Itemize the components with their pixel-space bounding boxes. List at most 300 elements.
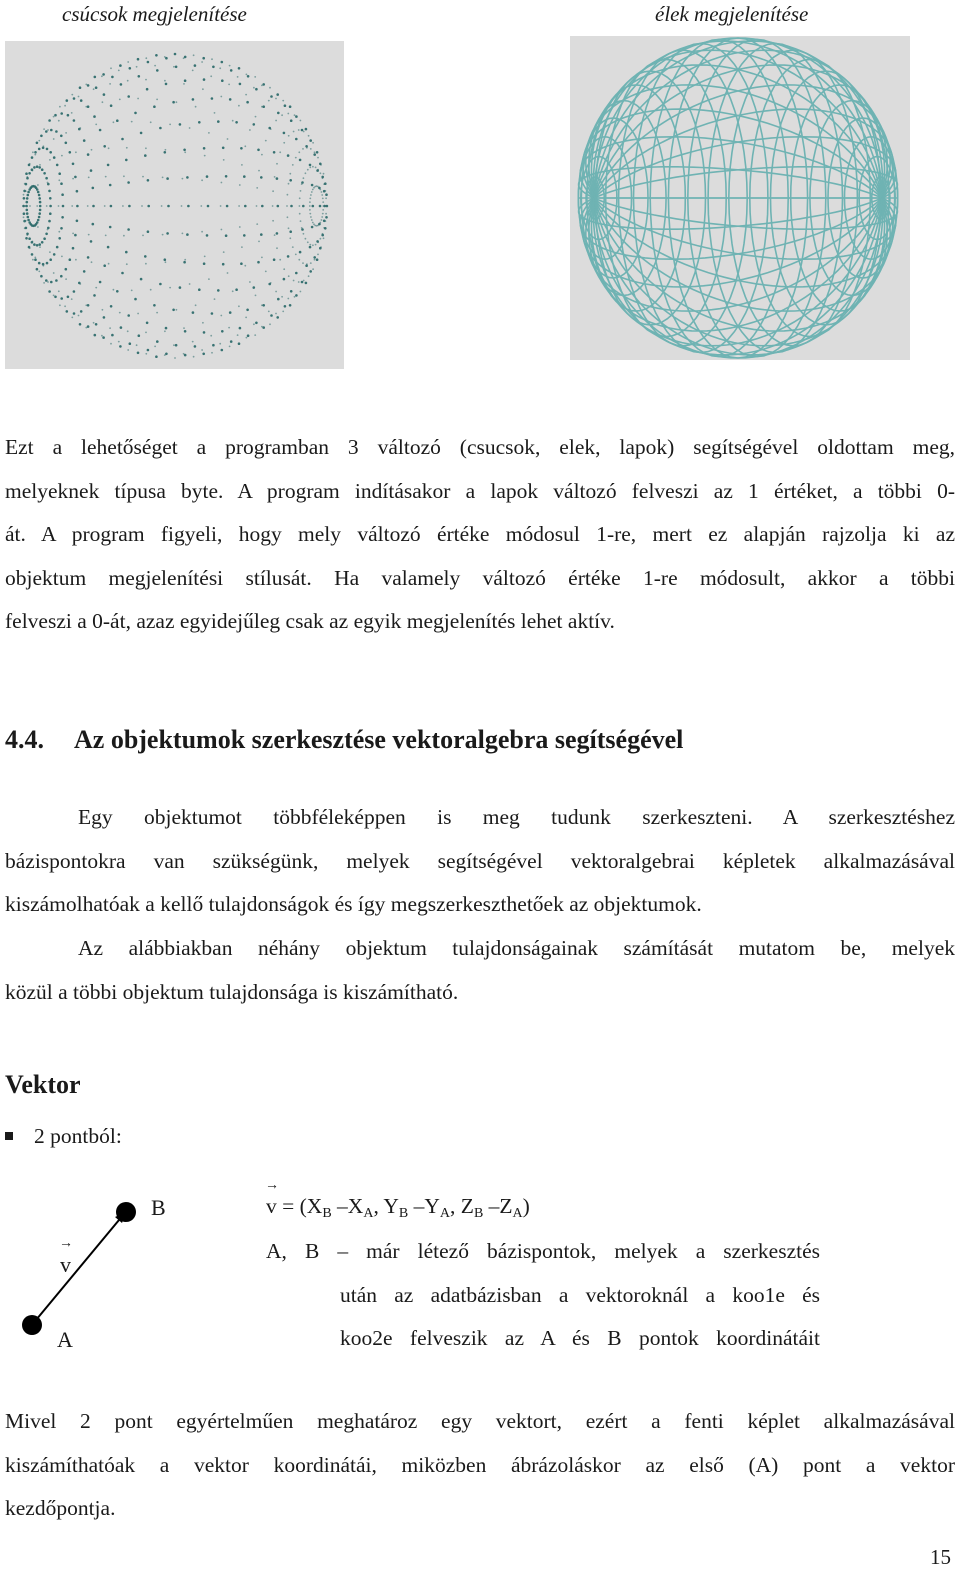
formula-sub: B: [398, 1206, 409, 1221]
sphere-vertex-dot: [276, 232, 279, 235]
sphere-vertex-dot: [131, 121, 133, 123]
sphere-vertex-dot: [45, 279, 48, 282]
sphere-vertex-dot: [287, 216, 289, 218]
sphere-vertex-dot: [41, 241, 44, 244]
sphere-vertex-dot: [289, 304, 292, 307]
sphere-vertex-dot: [240, 147, 243, 150]
sphere-vertex-dot: [283, 278, 286, 281]
sphere-vertex-dot: [46, 262, 49, 265]
sphere-vertex-dot: [272, 205, 274, 207]
sphere-vertex-dot: [184, 151, 186, 153]
sphere-vertex-dot: [232, 290, 234, 292]
sphere-vertex-dot: [125, 159, 128, 162]
sphere-vertex-dot: [87, 105, 90, 108]
sphere-vertex-dot: [325, 213, 327, 215]
sphere-vertex-dot: [298, 129, 300, 131]
sphere-vertex-dot: [26, 212, 29, 215]
sphere-vertex-dot: [61, 155, 63, 157]
sphere-vertex-dot: [277, 298, 280, 301]
sphere-vertex-dot: [309, 244, 311, 246]
formula-v: → v: [266, 1194, 277, 1219]
sphere-vertex-dot: [246, 309, 249, 312]
sphere-vertex-dot: [40, 135, 43, 138]
formula-part: , Y: [373, 1194, 399, 1218]
sphere-vertex-dot: [162, 234, 164, 236]
sphere-vertex-dot: [71, 205, 73, 207]
sphere-vertex-dot: [26, 233, 29, 236]
sphere-vertex-dot: [119, 64, 122, 67]
sphere-vertex-dot: [260, 233, 263, 236]
sphere-vertex-dot: [192, 311, 195, 314]
sphere-vertex-dot: [184, 330, 187, 333]
sphere-vertex-dot: [274, 176, 276, 178]
sphere-vertex-dot: [127, 80, 129, 82]
sphere-vertex-dot: [36, 268, 39, 271]
sphere-vertex-dot: [253, 123, 256, 126]
sphere-vertex-dot: [39, 209, 42, 212]
vertices-sphere-figure: [5, 41, 344, 369]
sphere-vertex-dot: [174, 53, 177, 56]
sphere-vertex-dot: [321, 176, 324, 179]
sphere-vertex-dot: [239, 327, 242, 330]
sphere-vertex-dot: [201, 61, 203, 63]
sphere-vertex-dot: [247, 75, 250, 78]
sphere-vertex-dot: [302, 148, 304, 150]
sphere-vertex-dot: [272, 190, 274, 192]
sphere-vertex-dot: [262, 83, 265, 86]
sphere-vertex-dot: [210, 335, 212, 337]
sphere-vertex-dot: [321, 194, 323, 196]
sphere-vertex-dot: [229, 346, 231, 348]
sphere-vertex-dot: [101, 75, 103, 77]
sphere-vertex-dot: [173, 344, 175, 346]
sphere-vertex-dot: [127, 314, 130, 317]
sphere-vertex-dot: [156, 69, 159, 72]
sphere-vertex-dot: [55, 279, 58, 282]
sphere-vertex-dot: [309, 167, 311, 169]
sphere-vertex-dot: [127, 95, 130, 98]
sphere-vertex-dot: [275, 313, 277, 315]
sphere-vertex-dot: [144, 154, 147, 157]
sphere-vertex-dot: [182, 233, 184, 235]
sphere-vertex-dot: [200, 205, 202, 207]
sphere-vertex-dot: [286, 205, 288, 207]
sphere-vertex-dot: [154, 65, 156, 67]
sphere-vertex-dot: [253, 87, 255, 89]
sphere-vertex-dot: [295, 272, 298, 275]
sphere-vertex-dot: [31, 168, 34, 171]
sphere-vertex-dot: [211, 352, 213, 354]
sphere-vertex-dot: [255, 116, 257, 118]
sphere-vertex-dot: [212, 66, 215, 69]
sphere-vertex-dot: [67, 114, 70, 117]
sphere-vertex-dot: [53, 156, 56, 159]
sphere-vertex-dot: [72, 233, 74, 235]
sphere-vertex-dot: [258, 241, 260, 243]
sphere-vertex-dot: [80, 99, 83, 102]
sphere-vertex-dot: [262, 326, 265, 329]
sphere-vertex-dot: [102, 336, 105, 339]
sphere-vertex-dot: [141, 205, 143, 207]
sphere-vertex-dot: [312, 205, 315, 208]
sphere-vertex-dot: [25, 205, 28, 208]
sphere-vertex-dot: [254, 76, 256, 78]
sphere-vertex-dot: [103, 316, 106, 319]
sphere-vertex-dot: [283, 268, 285, 270]
sphere-vertex-dot: [134, 112, 137, 115]
sphere-vertex-dot: [23, 197, 26, 200]
sphere-vertex-dot: [156, 312, 158, 314]
sphere-vertex-dot: [87, 84, 90, 87]
sphere-vertex-dot: [73, 119, 76, 122]
sphere-vertex-dot: [153, 304, 156, 307]
page-number: 15: [930, 1545, 951, 1569]
sphere-vertex-dot: [121, 138, 124, 141]
sphere-vertex-dot: [110, 305, 113, 308]
sphere-vertex-dot: [287, 154, 290, 157]
sphere-vertex-dot: [23, 190, 26, 193]
sphere-vertex-dot: [165, 83, 168, 86]
sphere-vertex-dot: [75, 151, 77, 153]
sphere-vertex-dot: [260, 176, 263, 179]
sphere-vertex-dot: [60, 182, 63, 185]
sphere-vertex-dot: [37, 184, 39, 186]
sphere-vertex-dot: [321, 191, 323, 193]
formula-sub: A: [363, 1206, 374, 1221]
section-number: 4.4.: [5, 725, 44, 754]
sphere-vertex-dot: [73, 312, 76, 315]
sphere-vertex-dot: [217, 289, 220, 292]
explanation-line: után az adatbázisban a vektoroknál a koo1e és: [340, 1282, 820, 1307]
sphere-vertex-dot: [244, 205, 247, 208]
sphere-vertex-dot: [59, 106, 61, 108]
sphere-wire-meridian: [594, 38, 882, 198]
sphere-vertex-dot: [33, 243, 36, 246]
sphere-vertex-dot: [65, 142, 68, 145]
sphere-vertex-dot: [74, 234, 77, 237]
sphere-vertex-dot: [146, 322, 149, 325]
sphere-vertex-dot: [26, 201, 29, 204]
sphere-vertex-dot: [268, 311, 270, 313]
sphere-vertex-dot: [43, 237, 46, 240]
sphere-vertex-dot: [95, 124, 97, 126]
sphere-vertex-dot: [202, 353, 205, 356]
sphere-vertex-dot: [322, 213, 324, 215]
sphere-vertex-dot: [27, 191, 30, 194]
sphere-vertex-dot: [184, 354, 187, 357]
sphere-vertex-dot: [307, 169, 309, 171]
sphere-vertex-dot: [309, 246, 312, 249]
intro-paragraph: [5, 426, 955, 644]
sphere-vertex-dot: [187, 205, 190, 208]
sphere-vertex-dot: [316, 240, 319, 243]
sphere-vertex-dot: [92, 187, 95, 190]
sphere-vertex-dot: [183, 83, 185, 85]
vector-v-label: [60, 1252, 71, 1278]
sphere-vertex-dot: [241, 246, 243, 248]
sphere-vertex-dot: [36, 142, 39, 145]
sphere-vertex-dot: [165, 353, 168, 356]
sphere-vertex-dot: [36, 221, 39, 224]
sphere-vertex-dot: [94, 334, 97, 337]
sphere-vertex-dot: [239, 83, 242, 86]
sphere-vertex-dot: [295, 254, 297, 256]
sphere-vertex-dot: [277, 112, 280, 115]
sphere-vertex-dot: [53, 253, 56, 256]
formula-sub: A: [512, 1206, 523, 1221]
sphere-vertex-dot: [198, 121, 201, 124]
sphere-vertex-dot: [42, 147, 45, 150]
sphere-vertex-dot: [72, 163, 75, 166]
sphere-vertex-dot: [156, 99, 158, 101]
sphere-vertex-dot: [113, 121, 115, 123]
sphere-vertex-dot: [245, 94, 247, 96]
sphere-vertex-dot: [23, 212, 26, 215]
sphere-vertex-dot: [25, 172, 28, 175]
sphere-vertex-dot: [290, 205, 293, 208]
sphere-vertex-dot: [99, 129, 102, 132]
sphere-vertex-dot: [175, 66, 178, 69]
sphere-vertex-dot: [136, 344, 138, 346]
sphere-vertex-dot: [103, 145, 106, 148]
sphere-vertex-dot: [247, 334, 250, 337]
paragraph-line: kezdőpontja.: [5, 1496, 116, 1520]
sphere-vertex-dot: [64, 105, 66, 107]
sphere-vertex-dot: [48, 220, 51, 223]
sphere-vertex-dot: [299, 213, 301, 215]
sphere-vertex-dot: [223, 251, 225, 253]
sphere-vertex-dot: [121, 272, 124, 275]
sphere-vertex-dot: [289, 230, 292, 233]
sphere-vertex-dot: [203, 331, 206, 334]
sphere-vertex-dot: [246, 101, 249, 104]
sphere-vertex-dot: [311, 191, 313, 193]
sphere-vertex-dot: [276, 93, 279, 96]
sphere-vertex-dot: [76, 190, 79, 193]
sphere-vertex-dot: [25, 227, 28, 230]
sphere-vertex-dot: [145, 147, 147, 149]
sphere-vertex-dot: [58, 179, 60, 181]
sphere-vertex-dot: [39, 246, 41, 248]
sphere-vertex-dot: [120, 326, 123, 329]
vector-heading: Vektor: [5, 1070, 81, 1099]
sphere-vertex-dot: [238, 305, 240, 307]
sphere-vertex-dot: [107, 164, 110, 167]
sphere-vertex-dot: [295, 294, 298, 297]
sphere-vertex-dot: [32, 151, 34, 153]
sphere-vertex-dot: [144, 255, 147, 258]
sphere-vertex-dot: [195, 106, 197, 108]
sphere-vertex-dot: [101, 335, 103, 337]
sphere-vertex-dot: [105, 235, 107, 237]
sphere-vertex-dot: [309, 205, 311, 207]
sphere-vertex-dot: [109, 184, 112, 187]
sphere-vertex-dot: [270, 95, 273, 98]
sphere-vertex-dot: [295, 138, 298, 141]
sphere-vertex-dot: [255, 88, 258, 91]
sphere-vertex-dot: [60, 112, 63, 115]
sphere-vertex-dot: [202, 322, 204, 324]
sphere-vertex-dot: [315, 244, 317, 246]
sphere-vertex-dot: [204, 256, 206, 258]
sphere-vertex-dot: [53, 295, 55, 297]
sphere-vertex-dot: [29, 205, 31, 207]
paragraph-line: bázispontokra van szükségünk, melyek segítségével vektoralgebrai képletek alkalmazásával: [5, 848, 955, 873]
sphere-vertex-dot: [26, 197, 29, 200]
sphere-vertex-dot: [65, 278, 67, 280]
sphere-vertex-dot: [71, 298, 73, 300]
sphere-vertex-dot: [269, 87, 271, 89]
sphere-vertex-dot: [310, 194, 312, 196]
sphere-vertex-dot: [59, 304, 61, 306]
sphere-vertex-dot: [95, 287, 97, 289]
sphere-vertex-dot: [311, 184, 314, 187]
sphere-vertex-dot: [119, 99, 121, 101]
sphere-vertex-dot: [166, 232, 169, 235]
sphere-vertex-dot: [272, 220, 274, 222]
sphere-vertex-dot: [62, 205, 65, 208]
sphere-vertex-dot: [49, 159, 51, 161]
sphere-vertex-dot: [61, 216, 64, 219]
sphere-vertex-dot: [174, 357, 176, 359]
sphere-vertex-dot: [58, 172, 61, 175]
sphere-vertex-dot: [165, 57, 168, 60]
sphere-vertex-dot: [289, 173, 291, 175]
sphere-vertex-dot: [125, 251, 128, 254]
sphere-vertex-dot: [229, 98, 232, 101]
sphere-vertex-dot: [249, 129, 251, 131]
sphere-vertex-dot: [300, 120, 302, 122]
sphere-vertex-dot: [265, 271, 267, 273]
sphere-vertex-dot: [182, 178, 184, 180]
sphere-vertex-dot: [127, 228, 130, 231]
sphere-vertex-dot: [129, 342, 132, 345]
paragraph-line: melyeknek típusa byte. A program indításakor a lapok változó felveszi az 1 értéket, a többi 0-: [5, 478, 955, 503]
sphere-vertex-dot: [299, 197, 301, 199]
sphere-vertex-dot: [283, 142, 285, 144]
sphere-vertex-dot: [313, 153, 316, 156]
section-paragraph-2: [5, 927, 955, 1014]
sphere-vertex-dot: [31, 224, 34, 227]
sphere-vertex-dot: [99, 281, 102, 284]
sphere-vertex-dot: [309, 139, 312, 142]
sphere-vertex-dot: [40, 275, 43, 278]
sphere-vertex-dot: [103, 264, 106, 267]
sphere-vertex-dot: [225, 234, 228, 237]
sphere-vertex-dot: [262, 304, 265, 307]
paragraph-line: Az alábbiakban néhány objektum tulajdonságainak számítását mutatom be, melyek: [78, 936, 955, 960]
sphere-vertex-dot: [67, 296, 70, 299]
sphere-vertex-dot: [169, 124, 171, 126]
paragraph-line: kiszámíthatóak a vektor koordinátái, miközben ábrázoláskor az első (A) pont a vektor: [5, 1452, 955, 1477]
sphere-vertex-dot: [108, 263, 110, 265]
sphere-vertex-dot: [109, 327, 111, 329]
sphere-vertex-dot: [316, 169, 319, 172]
sphere-vertex-dot: [275, 291, 277, 293]
sphere-vertex-dot: [49, 258, 52, 261]
wire-sphere-image: [570, 36, 910, 360]
sphere-vertex-dot: [312, 166, 314, 168]
sphere-vertex-dot: [90, 240, 93, 243]
sphere-vertex-dot: [87, 256, 90, 259]
sphere-vertex-dot: [159, 127, 162, 130]
sphere-vertex-dot: [202, 88, 204, 90]
formula-part: ): [522, 1194, 530, 1218]
sphere-vertex-dot: [288, 275, 290, 277]
sphere-vertex-dot: [137, 58, 140, 61]
sphere-vertex-dot: [145, 263, 147, 265]
edges-sphere-figure: [570, 36, 910, 360]
sphere-vertex-dot: [193, 356, 195, 358]
formula-eq: = (X: [276, 1194, 323, 1218]
sphere-vertex-dot: [38, 243, 41, 246]
sphere-vertex-dot: [273, 258, 276, 261]
sphere-vertex-dot: [120, 83, 123, 86]
sphere-vertex-dot: [214, 112, 216, 114]
sphere-vertex-dot: [222, 263, 225, 266]
sphere-vertex-dot: [277, 205, 280, 208]
sphere-vertex-dot: [116, 290, 119, 293]
sphere-vertex-dot: [56, 164, 59, 167]
sphere-vertex-dot: [294, 296, 296, 298]
sphere-vertex-dot: [203, 147, 206, 150]
sphere-vertex-dot: [323, 220, 326, 223]
sphere-vertex-dot: [102, 101, 104, 103]
sphere-vertex-dot: [87, 304, 90, 307]
sphere-vertex-dot: [60, 135, 63, 138]
sphere-vertex-dot: [319, 163, 322, 166]
sphere-vertex-dot: [94, 76, 97, 79]
sphere-vertex-dot: [317, 254, 319, 256]
sphere-vertex-dot: [301, 181, 304, 184]
sphere-vertex-dot: [183, 149, 186, 152]
sphere-vertex-dot: [47, 183, 50, 186]
bullet-item: [5, 1124, 122, 1149]
sphere-vertex-dot: [276, 316, 279, 319]
sphere-vertex-dot: [58, 237, 61, 240]
sphere-vertex-dot: [176, 101, 178, 103]
formula-sub: B: [322, 1206, 332, 1221]
sphere-vertex-dot: [38, 194, 41, 197]
sphere-vertex-dot: [301, 281, 304, 284]
point-a: [22, 1315, 42, 1335]
sphere-vertex-dot: [219, 343, 221, 345]
sphere-vertex-dot: [88, 177, 90, 179]
sphere-vertex-dot: [118, 70, 120, 72]
sphere-vertex-dot: [48, 190, 51, 193]
sphere-vertex-dot: [214, 298, 216, 300]
sphere-vertex-dot: [221, 349, 224, 352]
sphere-vertex-dot: [240, 262, 243, 265]
sphere-vertex-dot: [204, 155, 206, 157]
sphere-vertex-dot: [128, 205, 131, 208]
sphere-vertex-dot: [295, 115, 298, 118]
vector-symbol: → v: [60, 1252, 71, 1278]
sphere-vertex-dot: [287, 113, 289, 115]
sphere-vertex-dot: [246, 337, 248, 339]
sphere-vertex-dot: [257, 149, 260, 152]
sphere-vertex-dot: [276, 247, 278, 249]
sphere-vertex-dot: [303, 131, 305, 133]
sphere-vertex-dot: [31, 241, 34, 244]
sphere-vertex-dot: [46, 148, 49, 151]
sphere-vertex-dot: [183, 261, 186, 264]
sphere-vertex-dot: [230, 69, 233, 72]
sphere-vertex-dot: [235, 288, 238, 291]
sphere-vertex-dot: [241, 164, 243, 166]
vector-arrow-line: [36, 1220, 119, 1320]
sphere-vertex-dot: [73, 290, 76, 293]
